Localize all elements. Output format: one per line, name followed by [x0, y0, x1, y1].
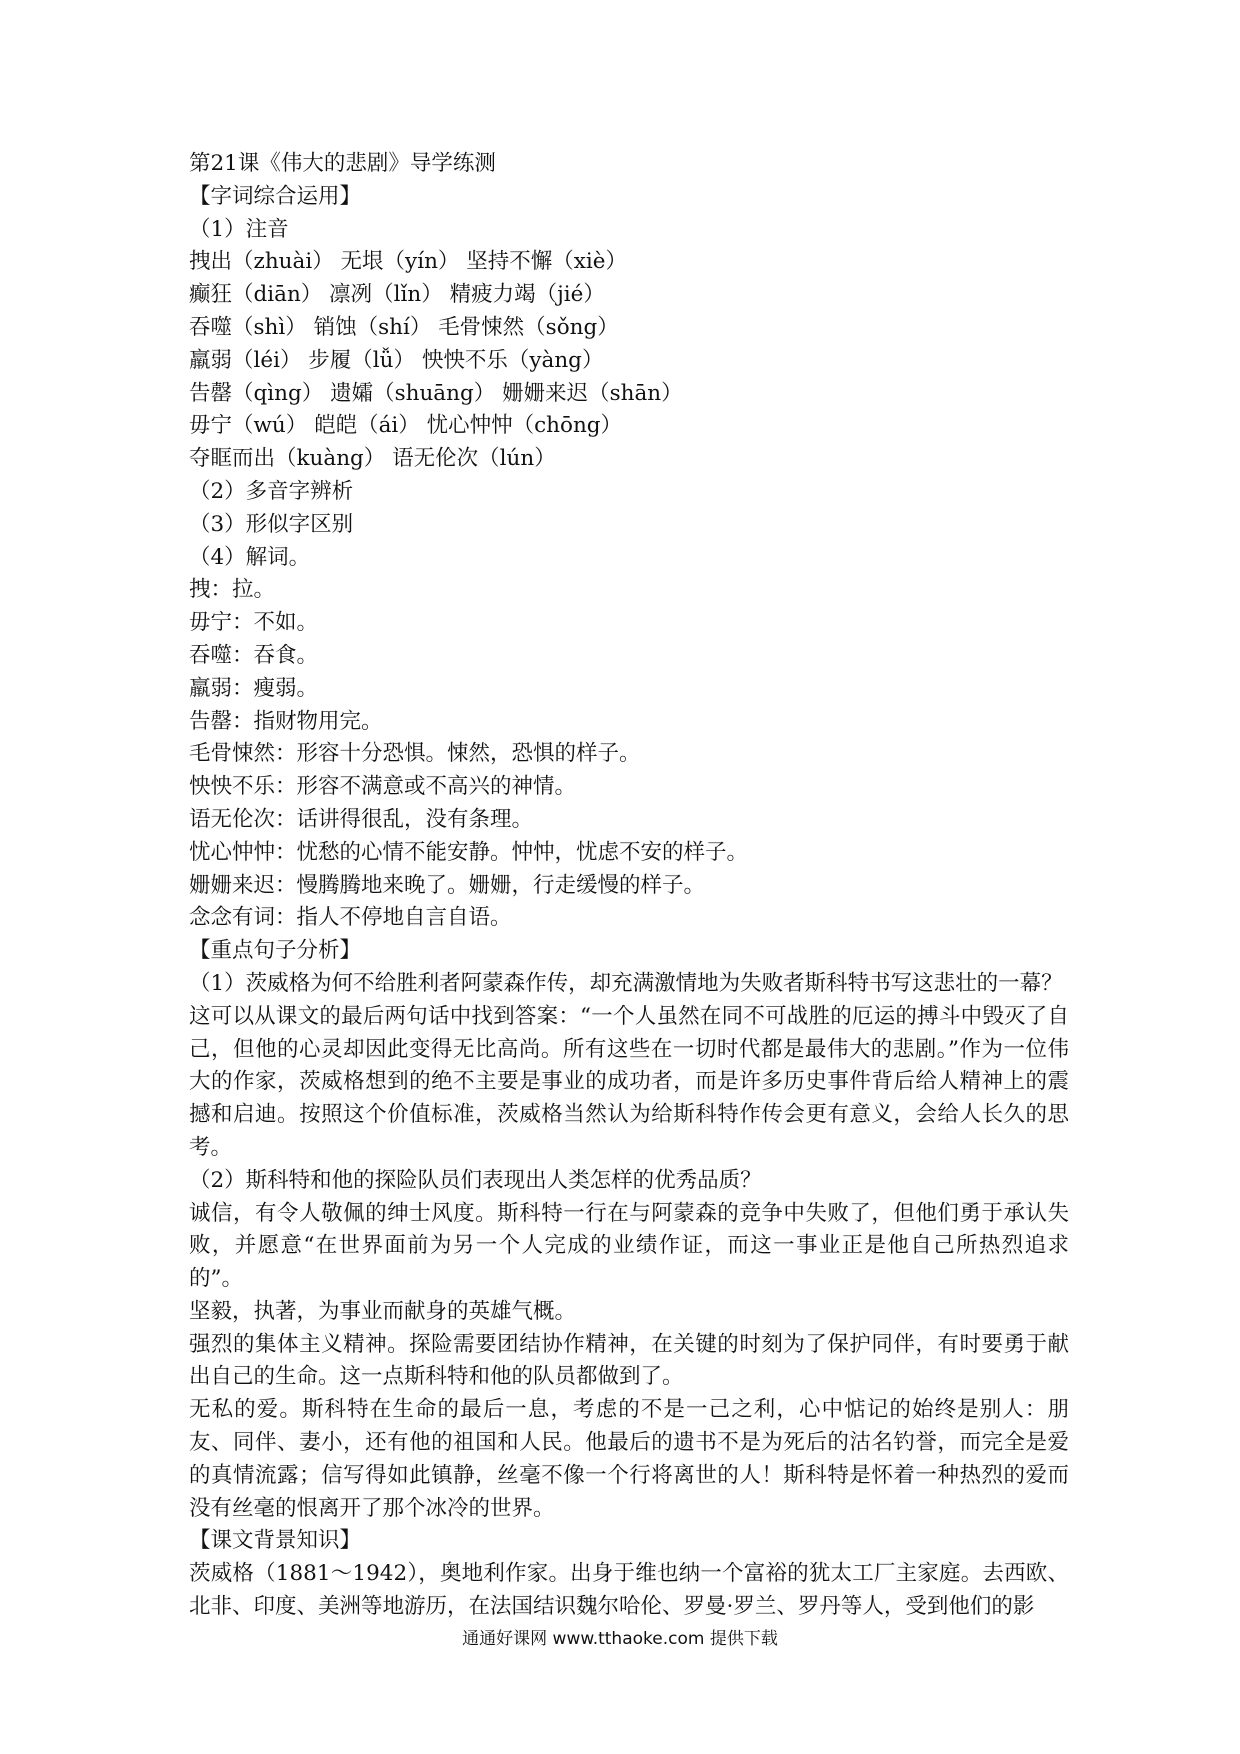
answer-2-selfless-love: 无私的爱。斯科特在生命的最后一息，考虑的不是一己之利，心中惦记的始终是别人：朋友、同伴、妻小，还有他的祖国和人民。他最后的遗书不是为死后的沽名钓誉，而完全是爱的真情流露；信写得如此镇静，丝毫不像一个行将离世的人！斯科特是怀着一种热烈的爱而没有丝毫的恨离开了那个冰冷的世界。: [189, 1397, 1069, 1521]
page-title: 第21课《伟大的悲剧》导学练测: [189, 151, 496, 176]
phonetics-row: 吞噬（shì） 销蚀（shí） 毛骨悚然（sǒng）: [189, 314, 619, 340]
definition-item: 拽：拉。: [189, 577, 276, 603]
definition-item: 语无伦次：话讲得很乱，没有条理。: [189, 806, 534, 832]
definition-item: 姗姗来迟：慢腾腾地来晚了。姗姗，行走缓慢的样子。: [189, 872, 706, 898]
question-2: （2）斯科特和他的探险队员们表现出人类怎样的优秀品质？: [189, 1167, 762, 1193]
definition-item: 毛骨悚然：形容十分恐惧。悚然，恐惧的样子。: [189, 741, 641, 767]
definition-item: 忧心忡忡：忧愁的心情不能安静。忡忡，忧虑不安的样子。: [189, 839, 749, 865]
phonetics-row: 羸弱（léi） 步履（lǚ） 怏怏不乐（yàng）: [189, 347, 604, 373]
page-footer: 通通好课网 www.tthaoke.com 提供下载: [462, 1629, 778, 1649]
section-heading-vocabulary: 【字词综合运用】: [189, 183, 362, 209]
definition-item: 吞噬：吞食。: [189, 642, 319, 668]
phonetics-row: 毋宁（wú） 皑皑（ái） 忧心忡忡（chōng）: [189, 413, 623, 439]
document-body: [189, 148, 1069, 1624]
phonetics-row: 夺眶而出（kuàng） 语无伦次（lún）: [189, 446, 556, 472]
section-heading-key-sentences: 【重点句子分析】: [189, 938, 362, 964]
answer-2-perseverance: 坚毅，执著，为事业而献身的英雄气概。: [189, 1298, 577, 1324]
background-paragraph: 茨威格（1881～1942），奥地利作家。出身于维也纳一个富裕的犹太工厂主家庭。去西欧、北非、印度、美洲等地游历，在法国结识魏尔哈伦、罗曼·罗兰、罗丹等人，受到他们的影: [189, 1561, 1069, 1620]
phonetics-list: [189, 246, 1069, 476]
phonetics-row: 告罄（qìng） 遗孀（shuāng） 姗姗来迟（shān）: [189, 380, 683, 406]
subsection-label-pronunciation: （1）注音: [189, 216, 289, 242]
definition-item: 怏怏不乐：形容不满意或不高兴的神情。: [189, 774, 577, 800]
section-heading-background: 【课文背景知识】: [189, 1528, 362, 1554]
definitions-list: [189, 574, 1069, 935]
subsection-label-similar-characters: （3）形似字区别: [189, 511, 354, 537]
phonetics-row: 癫狂（diān） 凛冽（lǐn） 精疲力竭（jié）: [189, 282, 605, 308]
answer-2-collectivism: 强烈的集体主义精神。探险需要团结协作精神，在关键的时刻为了保护同伴，有时要勇于献出自己的生命。这一点斯科特和他的队员都做到了。: [189, 1331, 1069, 1390]
phonetics-row: 拽出（zhuài） 无垠（yín） 坚持不懈（xiè）: [189, 249, 627, 275]
definition-item: 毋宁：不如。: [189, 610, 319, 636]
subsection-label-definitions: （4）解词。: [189, 544, 311, 570]
definition-item: 羸弱：瘦弱。: [189, 675, 319, 701]
definition-item: 念念有词：指人不停地自言自语。: [189, 905, 512, 931]
answer-1: 这可以从课文的最后两句话中找到答案：“一个人虽然在同不可战胜的厄运的搏斗中毁灭了自己，但他的心灵却因此变得无比高尚。所有这些在一切时代都是最伟大的悲剧。”作为一位伟大的作家，茨威格想到的绝不主要是事业的成功者，而是许多历史事件背后给人精神上的震撼和启迪。按照这个价值标准，茨威格当然认为给斯科特作传会更有意义，会给人长久的思考。: [189, 1003, 1069, 1160]
answer-2-honesty: 诚信，有令人敬佩的绅士风度。斯科特一行在与阿蒙森的竞争中失败了，但他们勇于承认失败，并愿意“在世界面前为另一个人完成的业绩作证，而这一事业正是他自己所热烈追求的”。: [189, 1200, 1069, 1292]
question-1: （1）茨威格为何不给胜利者阿蒙森作传，却充满激情地为失败者斯科特书写这悲壮的一幕？: [189, 970, 1063, 996]
subsection-label-polyphones: （2）多音字辨析: [189, 478, 354, 504]
definition-item: 告罄：指财物用完。: [189, 708, 383, 734]
